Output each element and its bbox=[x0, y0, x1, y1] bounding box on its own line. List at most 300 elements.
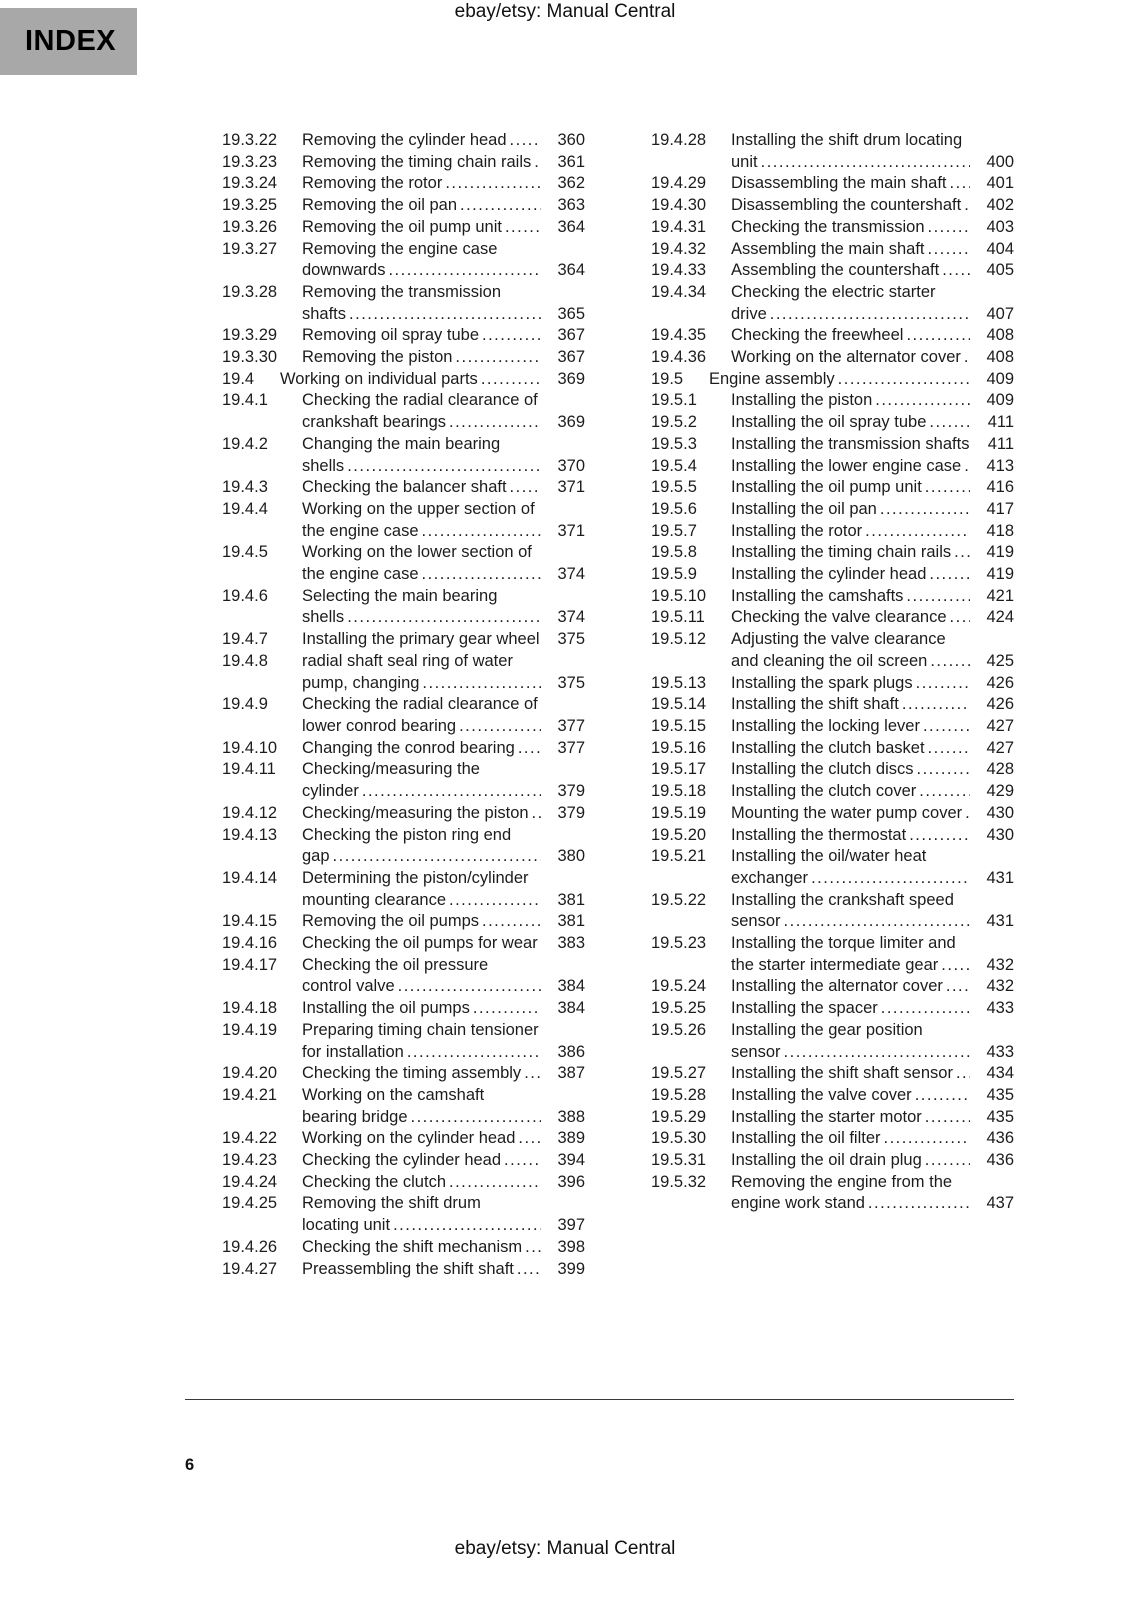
toc-entry-title: Installing the starter motor ..... bbox=[731, 1107, 970, 1129]
toc-entry-title: Working on the upper section of the engine case ..... bbox=[302, 499, 541, 542]
toc-entry-title: Working on the camshaft bearing bridge ..... bbox=[302, 1085, 541, 1128]
toc-entry-number: 19.5.17 bbox=[651, 760, 707, 779]
toc-entry-title: Installing the piston ..... bbox=[731, 390, 970, 412]
toc-entry-page: 429 bbox=[986, 782, 1014, 801]
toc-entry-page: 403 bbox=[986, 217, 1014, 236]
toc-entry bbox=[651, 542, 1014, 564]
toc-entry-number: 19.5.23 bbox=[651, 934, 707, 953]
toc-entry-title: Removing the rotor ..... bbox=[302, 173, 541, 195]
toc-entry bbox=[651, 607, 1014, 629]
toc-entry-title: Removing the timing chain rails ..... bbox=[302, 152, 541, 174]
toc-entry-title: Removing the oil pumps ..... bbox=[302, 911, 541, 933]
toc-entry-title: Assembling the main shaft ..... bbox=[731, 239, 970, 261]
toc-entry bbox=[222, 868, 585, 911]
toc-entry bbox=[651, 412, 1014, 434]
toc-entry-number: 19.3.26 bbox=[222, 217, 278, 236]
toc-entry-number: 19.4.8 bbox=[222, 651, 268, 670]
toc-entry bbox=[651, 195, 1014, 217]
toc-entry bbox=[222, 1063, 585, 1085]
toc-entry bbox=[651, 1107, 1014, 1129]
toc-column-left bbox=[222, 130, 585, 1280]
toc-entry-page: 431 bbox=[986, 912, 1014, 931]
toc-column-right bbox=[651, 130, 1014, 1280]
toc-entry-number: 19.4.1 bbox=[222, 391, 268, 410]
toc-entry-page: 432 bbox=[986, 955, 1014, 974]
toc-entry bbox=[222, 282, 585, 325]
toc-entry-page: 431 bbox=[986, 868, 1014, 887]
toc-entry-title: Installing the gear position sensor ..... bbox=[731, 1020, 970, 1063]
toc-entry-number: 19.4.18 bbox=[222, 999, 278, 1018]
toc-entry-number: 19.4.33 bbox=[651, 261, 707, 280]
toc-entry bbox=[651, 282, 1014, 325]
toc-entry-title: Installing the cylinder head ..... bbox=[731, 564, 970, 586]
toc-entry-title: Engine assembly ..... bbox=[709, 369, 970, 391]
toc-entry-title: Removing the oil pump unit ..... bbox=[302, 217, 541, 239]
toc-entry bbox=[222, 152, 585, 174]
toc-entry-number: 19.4.32 bbox=[651, 239, 707, 258]
toc-entry bbox=[651, 1020, 1014, 1063]
toc-entry-title: Installing the oil/water heat exchanger ..... bbox=[731, 846, 970, 889]
toc-entry-number: 19.4.3 bbox=[222, 478, 268, 497]
toc-entry-page: 386 bbox=[557, 1042, 585, 1061]
toc-entry-title: Checking the cylinder head ..... bbox=[302, 1150, 541, 1172]
toc-entry-number: 19.5.16 bbox=[651, 738, 707, 757]
toc-entry-number: 19.4 bbox=[222, 369, 255, 388]
toc-entry-number: 19.4.19 bbox=[222, 1020, 278, 1039]
toc-entry-title: Checking the valve clearance ..... bbox=[731, 607, 970, 629]
toc-entry-number: 19.4.15 bbox=[222, 912, 278, 931]
toc-entry-number: 19.4.25 bbox=[222, 1194, 278, 1213]
toc-entry bbox=[651, 1150, 1014, 1172]
table-of-contents bbox=[222, 130, 1014, 1280]
toc-entry-page: 367 bbox=[557, 348, 585, 367]
toc-entry bbox=[222, 195, 585, 217]
toc-entry-number: 19.4.30 bbox=[651, 196, 707, 215]
toc-entry-page: 436 bbox=[986, 1151, 1014, 1170]
toc-entry-page: 374 bbox=[557, 608, 585, 627]
toc-entry-page: 377 bbox=[557, 738, 585, 757]
toc-entry bbox=[222, 694, 585, 737]
toc-entry-page: 408 bbox=[986, 326, 1014, 345]
toc-entry-page: 437 bbox=[986, 1194, 1014, 1213]
toc-entry-number: 19.4.35 bbox=[651, 326, 707, 345]
toc-entry-number: 19.5.7 bbox=[651, 521, 697, 540]
toc-entry bbox=[651, 173, 1014, 195]
toc-entry-number: 19.5.29 bbox=[651, 1107, 707, 1126]
toc-entry bbox=[651, 781, 1014, 803]
toc-entry-number: 19.5.21 bbox=[651, 847, 707, 866]
toc-entry bbox=[222, 1259, 585, 1281]
toc-entry bbox=[222, 933, 585, 955]
toc-entry-number: 19.4.29 bbox=[651, 174, 707, 193]
toc-entry-page: 396 bbox=[557, 1172, 585, 1191]
toc-entry-number: 19.4.36 bbox=[651, 348, 707, 367]
toc-entry-page: 364 bbox=[557, 261, 585, 280]
toc-entry-number: 19.4.4 bbox=[222, 499, 268, 518]
toc-entry-page: 377 bbox=[557, 716, 585, 735]
toc-entry-number: 19.5.10 bbox=[651, 586, 707, 605]
toc-entry-number: 19.4.16 bbox=[222, 934, 278, 953]
toc-entry bbox=[651, 564, 1014, 586]
toc-entry-number: 19.5.20 bbox=[651, 825, 707, 844]
toc-entry-title: Preassembling the shift shaft ..... bbox=[302, 1259, 541, 1281]
toc-entry bbox=[651, 347, 1014, 369]
toc-entry-title: Installing the oil pump unit ..... bbox=[731, 477, 970, 499]
toc-entry-number: 19.5.15 bbox=[651, 716, 707, 735]
toc-entry-page: 389 bbox=[557, 1129, 585, 1148]
toc-entry-number: 19.5.26 bbox=[651, 1020, 707, 1039]
toc-entry bbox=[222, 239, 585, 282]
toc-entry-page: 379 bbox=[557, 803, 585, 822]
toc-entry-title: Checking/measuring the cylinder ..... bbox=[302, 759, 541, 802]
toc-entry-page: 409 bbox=[986, 369, 1014, 388]
toc-entry bbox=[222, 369, 585, 391]
toc-entry-number: 19.4.26 bbox=[222, 1237, 278, 1256]
toc-entry-number: 19.4.22 bbox=[222, 1129, 278, 1148]
toc-entry-title: Installing the oil spray tube ..... bbox=[731, 412, 970, 434]
toc-entry-page: 371 bbox=[557, 521, 585, 540]
toc-entry-page: 371 bbox=[557, 478, 585, 497]
toc-entry-title: Checking the radial clearance of crankshaft bearings ..... bbox=[302, 390, 541, 433]
toc-entry-title: Checking the freewheel ..... bbox=[731, 325, 970, 347]
toc-entry bbox=[222, 1085, 585, 1128]
toc-entry-title: Adjusting the valve clearance and cleaning the oil screen ..... bbox=[731, 629, 970, 672]
toc-entry-number: 19.4.13 bbox=[222, 825, 278, 844]
toc-entry-number: 19.4.28 bbox=[651, 131, 707, 149]
toc-entry-title: Installing the thermostat ..... bbox=[731, 825, 970, 847]
toc-entry bbox=[651, 1085, 1014, 1107]
toc-entry-page: 435 bbox=[986, 1107, 1014, 1126]
toc-entry-number: 19.4.14 bbox=[222, 868, 278, 887]
toc-entry-number: 19.4.24 bbox=[222, 1172, 278, 1191]
toc-entry bbox=[651, 217, 1014, 239]
toc-entry bbox=[222, 803, 585, 825]
toc-entry-number: 19.5.12 bbox=[651, 630, 707, 649]
toc-entry-page: 360 bbox=[557, 131, 585, 149]
toc-entry-number: 19.3.27 bbox=[222, 239, 278, 258]
toc-entry-title: Removing oil spray tube ..... bbox=[302, 325, 541, 347]
toc-entry-page: 426 bbox=[986, 673, 1014, 692]
toc-entry-page: 419 bbox=[986, 565, 1014, 584]
toc-entry-title: Working on individual parts ..... bbox=[280, 369, 541, 391]
toc-entry-page: 426 bbox=[986, 695, 1014, 714]
toc-entry-page: 367 bbox=[557, 326, 585, 345]
toc-entry-title: Installing the timing chain rails ..... bbox=[731, 542, 970, 564]
toc-entry-page: 434 bbox=[986, 1064, 1014, 1083]
toc-entry-page: 374 bbox=[557, 565, 585, 584]
toc-entry bbox=[222, 1172, 585, 1194]
toc-entry-page: 430 bbox=[986, 803, 1014, 822]
toc-entry bbox=[222, 434, 585, 477]
toc-entry bbox=[651, 521, 1014, 543]
toc-entry-number: 19.3.28 bbox=[222, 282, 278, 301]
toc-entry-number: 19.5.18 bbox=[651, 782, 707, 801]
toc-entry-title: Installing the torque limiter and the starter intermediate gear ..... bbox=[731, 933, 970, 976]
toc-entry-page: 384 bbox=[557, 999, 585, 1018]
toc-entry-title: Installing the clutch cover ..... bbox=[731, 781, 970, 803]
toc-entry-page: 363 bbox=[557, 196, 585, 215]
toc-entry-title: Checking the transmission ..... bbox=[731, 217, 970, 239]
toc-entry bbox=[651, 890, 1014, 933]
toc-entry-number: 19.5.25 bbox=[651, 999, 707, 1018]
toc-entry-page: 364 bbox=[557, 217, 585, 236]
toc-entry-title: Checking the oil pumps for wear ..... bbox=[302, 933, 541, 955]
toc-entry-page: 381 bbox=[557, 890, 585, 909]
toc-entry-number: 19.3.22 bbox=[222, 131, 278, 149]
toc-entry bbox=[651, 673, 1014, 695]
toc-entry-number: 19.4.7 bbox=[222, 630, 268, 649]
toc-entry-number: 19.5.32 bbox=[651, 1172, 707, 1191]
toc-entry-page: 400 bbox=[986, 152, 1014, 171]
toc-entry bbox=[222, 651, 585, 694]
toc-entry-number: 19.5.19 bbox=[651, 803, 707, 822]
toc-entry-page: 433 bbox=[986, 1042, 1014, 1061]
toc-entry-page: 397 bbox=[557, 1216, 585, 1235]
toc-entry-page: 408 bbox=[986, 348, 1014, 367]
toc-entry-title: Removing the engine from the engine work stand ..... bbox=[731, 1172, 970, 1215]
toc-entry-page: 417 bbox=[986, 499, 1014, 518]
toc-entry-title: Checking the balancer shaft ..... bbox=[302, 477, 541, 499]
toc-entry-title: Removing the piston ..... bbox=[302, 347, 541, 369]
toc-entry-page: 370 bbox=[557, 456, 585, 475]
toc-entry-number: 19.5.13 bbox=[651, 673, 707, 692]
toc-entry bbox=[222, 347, 585, 369]
toc-entry-number: 19.3.29 bbox=[222, 326, 278, 345]
toc-entry-page: 413 bbox=[986, 456, 1014, 475]
toc-entry-page: 401 bbox=[986, 174, 1014, 193]
toc-entry-page: 361 bbox=[557, 152, 585, 171]
toc-entry-title: Removing the cylinder head ..... bbox=[302, 130, 541, 152]
toc-entry bbox=[651, 976, 1014, 998]
index-label: INDEX bbox=[25, 25, 117, 57]
toc-entry-title: Installing the clutch discs ..... bbox=[731, 759, 970, 781]
index-label-box bbox=[0, 8, 137, 75]
toc-entry-number: 19.3.24 bbox=[222, 174, 278, 193]
toc-entry-title: Installing the shift drum locating unit ..... bbox=[731, 130, 970, 173]
toc-entry-page: 409 bbox=[986, 391, 1014, 410]
toc-entry-number: 19.4.21 bbox=[222, 1085, 278, 1104]
toc-entry-page: 384 bbox=[557, 977, 585, 996]
toc-entry-page: 394 bbox=[557, 1151, 585, 1170]
toc-entry-title: Checking the shift mechanism ..... bbox=[302, 1237, 541, 1259]
toc-entry-number: 19.5.6 bbox=[651, 499, 697, 518]
toc-entry-page: 411 bbox=[987, 434, 1014, 453]
toc-entry-number: 19.5.28 bbox=[651, 1085, 707, 1104]
toc-entry-page: 435 bbox=[986, 1085, 1014, 1104]
toc-entry-page: 432 bbox=[986, 977, 1014, 996]
toc-entry-title: Installing the clutch basket ..... bbox=[731, 738, 970, 760]
toc-entry-number: 19.3.23 bbox=[222, 152, 278, 171]
toc-entry-page: 407 bbox=[986, 304, 1014, 323]
toc-entry-page: 399 bbox=[557, 1259, 585, 1278]
toc-entry-title: radial shaft seal ring of water pump, changing ..... bbox=[302, 651, 541, 694]
toc-entry-title: Installing the primary gear wheel ..... bbox=[302, 629, 541, 651]
toc-entry bbox=[222, 759, 585, 802]
toc-entry-title: Checking the clutch ..... bbox=[302, 1172, 541, 1194]
toc-entry-number: 19.5.14 bbox=[651, 695, 707, 714]
toc-entry-title: Removing the engine case downwards ..... bbox=[302, 239, 541, 282]
toc-entry-number: 19.4.20 bbox=[222, 1064, 278, 1083]
toc-entry-number: 19.4.2 bbox=[222, 434, 268, 453]
toc-entry-page: 402 bbox=[986, 196, 1014, 215]
toc-entry-page: 419 bbox=[986, 543, 1014, 562]
toc-entry bbox=[651, 716, 1014, 738]
toc-entry-title: Assembling the countershaft ..... bbox=[731, 260, 970, 282]
toc-entry-page: 369 bbox=[557, 413, 585, 432]
toc-entry-number: 19.4.9 bbox=[222, 695, 268, 714]
toc-entry bbox=[222, 542, 585, 585]
toc-entry bbox=[651, 933, 1014, 976]
toc-entry-title: Installing the oil pumps ..... bbox=[302, 998, 541, 1020]
toc-entry-number: 19.4.34 bbox=[651, 282, 707, 301]
toc-entry-title: Working on the cylinder head ..... bbox=[302, 1128, 541, 1150]
toc-entry-title: Determining the piston/cylinder mounting clearance ..... bbox=[302, 868, 541, 911]
toc-entry-number: 19.4.6 bbox=[222, 586, 268, 605]
toc-entry-number: 19.5.5 bbox=[651, 478, 697, 497]
toc-entry bbox=[222, 499, 585, 542]
toc-entry-number: 19.4.17 bbox=[222, 955, 278, 974]
toc-entry bbox=[651, 369, 1014, 391]
toc-entry-title: Selecting the main bearing shells ..... bbox=[302, 586, 541, 629]
toc-entry-page: 379 bbox=[557, 782, 585, 801]
toc-entry bbox=[222, 911, 585, 933]
toc-entry-title: Working on the lower section of the engine case ..... bbox=[302, 542, 541, 585]
toc-entry-title: Changing the conrod bearing ..... bbox=[302, 738, 541, 760]
toc-entry bbox=[222, 1128, 585, 1150]
toc-entry-title: Checking the timing assembly ..... bbox=[302, 1063, 541, 1085]
toc-entry-title: Installing the oil pan ..... bbox=[731, 499, 970, 521]
toc-entry bbox=[222, 477, 585, 499]
toc-entry-page: 362 bbox=[557, 174, 585, 193]
toc-entry bbox=[651, 239, 1014, 261]
toc-entry-title: Removing the oil pan ..... bbox=[302, 195, 541, 217]
toc-entry-page: 433 bbox=[986, 999, 1014, 1018]
toc-entry bbox=[651, 325, 1014, 347]
toc-entry bbox=[222, 586, 585, 629]
toc-entry-title: Installing the valve cover ..... bbox=[731, 1085, 970, 1107]
toc-entry bbox=[222, 825, 585, 868]
toc-entry-page: 416 bbox=[986, 478, 1014, 497]
toc-entry-title: Installing the crankshaft speed sensor ..... bbox=[731, 890, 970, 933]
toc-entry bbox=[222, 1193, 585, 1236]
toc-entry bbox=[222, 130, 585, 152]
toc-entry bbox=[222, 998, 585, 1020]
toc-entry-title: Checking/measuring the piston ..... bbox=[302, 803, 541, 825]
toc-entry-title: Working on the alternator cover ..... bbox=[731, 347, 970, 369]
toc-entry bbox=[222, 325, 585, 347]
toc-entry-page: 427 bbox=[986, 716, 1014, 735]
toc-entry-number: 19.5.9 bbox=[651, 565, 697, 584]
toc-entry-number: 19.5 bbox=[651, 369, 684, 388]
toc-entry-page: 421 bbox=[986, 586, 1014, 605]
toc-entry bbox=[651, 1128, 1014, 1150]
toc-entry-page: 365 bbox=[557, 304, 585, 323]
toc-entry-title: Checking the piston ring end gap ..... bbox=[302, 825, 541, 868]
toc-entry-page: 418 bbox=[986, 521, 1014, 540]
toc-entry bbox=[651, 456, 1014, 478]
page-number: 6 bbox=[185, 1456, 195, 1474]
toc-entry bbox=[651, 499, 1014, 521]
toc-entry-number: 19.4.12 bbox=[222, 803, 278, 822]
toc-entry bbox=[222, 217, 585, 239]
toc-entry-title: Checking the radial clearance of lower conrod bearing ..... bbox=[302, 694, 541, 737]
toc-entry bbox=[651, 846, 1014, 889]
toc-entry-page: 383 bbox=[557, 934, 585, 953]
toc-entry-number: 19.4.11 bbox=[222, 760, 276, 779]
toc-entry-page: 404 bbox=[986, 239, 1014, 258]
toc-entry-page: 436 bbox=[986, 1129, 1014, 1148]
toc-entry-title: Installing the oil filter ..... bbox=[731, 1128, 970, 1150]
toc-entry-number: 19.4.23 bbox=[222, 1151, 278, 1170]
toc-entry-page: 428 bbox=[986, 760, 1014, 779]
toc-entry-number: 19.5.22 bbox=[651, 890, 707, 909]
toc-entry-number: 19.5.8 bbox=[651, 543, 697, 562]
toc-entry-number: 19.4.10 bbox=[222, 738, 278, 757]
toc-entry-page: 369 bbox=[557, 369, 585, 388]
toc-entry-title: Mounting the water pump cover ..... bbox=[731, 803, 970, 825]
footer-title: ebay/etsy: Manual Central bbox=[454, 1538, 676, 1559]
toc-entry-title: Installing the rotor ..... bbox=[731, 521, 970, 543]
toc-entry-title: Installing the lower engine case ..... bbox=[731, 456, 970, 478]
toc-entry-title: Installing the oil drain plug ..... bbox=[731, 1150, 970, 1172]
toc-entry-number: 19.5.11 bbox=[651, 608, 705, 627]
toc-entry bbox=[651, 629, 1014, 672]
toc-entry bbox=[651, 759, 1014, 781]
toc-entry-title: Installing the alternator cover ..... bbox=[731, 976, 970, 998]
toc-entry-title: Installing the spacer ..... bbox=[731, 998, 970, 1020]
toc-entry-number: 19.3.25 bbox=[222, 196, 278, 215]
toc-entry bbox=[651, 738, 1014, 760]
toc-entry-number: 19.5.31 bbox=[651, 1151, 707, 1170]
toc-entry bbox=[651, 434, 1014, 456]
toc-entry bbox=[651, 586, 1014, 608]
toc-entry-page: 380 bbox=[557, 847, 585, 866]
toc-entry-page: 430 bbox=[986, 825, 1014, 844]
toc-entry-page: 427 bbox=[986, 738, 1014, 757]
toc-entry-page: 388 bbox=[557, 1107, 585, 1126]
toc-entry-page: 375 bbox=[557, 673, 585, 692]
footer-rule bbox=[185, 1399, 1014, 1400]
toc-entry-title: Installing the spark plugs ..... bbox=[731, 673, 970, 695]
toc-entry-number: 19.4.27 bbox=[222, 1259, 278, 1278]
toc-entry bbox=[222, 738, 585, 760]
toc-entry-title: Disassembling the main shaft ..... bbox=[731, 173, 970, 195]
toc-entry-title: Checking the oil pressure control valve ..... bbox=[302, 955, 541, 998]
toc-entry-page: 375 bbox=[557, 630, 585, 649]
toc-entry-title: Preparing timing chain tensioner for installation ..... bbox=[302, 1020, 541, 1063]
toc-entry bbox=[222, 1020, 585, 1063]
toc-entry bbox=[222, 955, 585, 998]
toc-entry-title: Installing the shift shaft ..... bbox=[731, 694, 970, 716]
toc-entry bbox=[651, 694, 1014, 716]
toc-entry bbox=[651, 390, 1014, 412]
header-title: ebay/etsy: Manual Central bbox=[454, 1, 676, 22]
toc-entry-page: 425 bbox=[986, 651, 1014, 670]
toc-entry-number: 19.4.5 bbox=[222, 543, 268, 562]
toc-entry-title: Changing the main bearing shells ..... bbox=[302, 434, 541, 477]
toc-entry bbox=[222, 390, 585, 433]
toc-entry-page: 387 bbox=[557, 1064, 585, 1083]
toc-entry-number: 19.4.31 bbox=[651, 217, 707, 236]
toc-entry-page: 381 bbox=[557, 912, 585, 931]
toc-entry bbox=[651, 803, 1014, 825]
toc-entry-number: 19.5.30 bbox=[651, 1129, 707, 1148]
toc-entry-number: 19.5.27 bbox=[651, 1064, 707, 1083]
toc-entry-title: Disassembling the countershaft ..... bbox=[731, 195, 970, 217]
toc-entry-page: 424 bbox=[986, 608, 1014, 627]
toc-entry bbox=[651, 825, 1014, 847]
toc-entry bbox=[651, 477, 1014, 499]
